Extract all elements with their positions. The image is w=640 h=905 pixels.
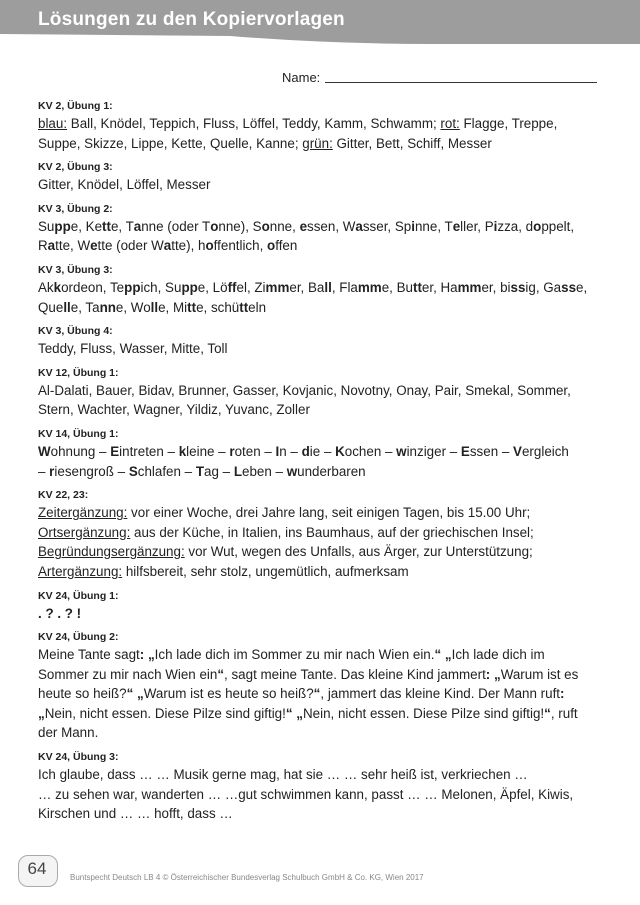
section-label: KV 24, Übung 1: bbox=[38, 589, 119, 602]
section-label: KV 22, 23: bbox=[38, 489, 89, 502]
section-label: KV 24, Übung 2: bbox=[38, 631, 119, 644]
term-text: aus der Küche, in Italien, ins Baumhaus, auf der griechischen Insel; bbox=[130, 524, 534, 540]
section-kv22-23 bbox=[38, 487, 604, 581]
answer-line bbox=[38, 542, 604, 562]
page-title: Lösungen zu den Kopiervorlagen bbox=[38, 9, 345, 30]
term-label: Artergänzung: bbox=[38, 563, 123, 579]
answer-line: Ratte, Wette (oder Watte), hoffentlich, offen bbox=[38, 238, 298, 254]
answer-line: Sommer zu mir nach Wien ein“, sagt meine Tante. Das kleine Kind jammert: „Warum ist es bbox=[38, 666, 579, 682]
footer-credit: Buntspecht Deutsch LB 4 © Österreichischer Bundesverlag Schulbuch GmbH & Co. KG, Wien 2017 bbox=[70, 873, 424, 882]
answer-line: Stern, Wachter, Wagner, Yildiz, Yuvanc, Zoller bbox=[38, 402, 310, 418]
answer-line: … zu sehen war, wanderten … …gut schwimmen kann, passt … … Melonen, Äpfel, Kiwis, bbox=[38, 786, 574, 802]
answer-line: Kirschen und … … hofft, dass … bbox=[38, 806, 233, 822]
section-kv12-uebung1 bbox=[38, 365, 604, 420]
term-text: vor Wut, wegen des Unfalls, aus Ärger, zur Unterstützung; bbox=[184, 544, 533, 560]
answer-line: blau: Ball, Knödel, Teppich, Fluss, Löffel, Teddy, Kamm, Schwamm; rot: Flagge, Treppe, bbox=[38, 116, 558, 131]
solutions-content bbox=[38, 96, 604, 830]
section-label: KV 24, Übung 3: bbox=[38, 751, 119, 764]
answer-line: Gitter, Knödel, Löffel, Messer bbox=[38, 177, 211, 193]
section-label: KV 3, Übung 3: bbox=[38, 263, 113, 276]
section-label: KV 3, Übung 2: bbox=[38, 202, 113, 215]
term-label: Zeitergänzung: bbox=[38, 505, 128, 521]
section-label: KV 2, Übung 1: bbox=[38, 100, 113, 112]
section-kv3-uebung3 bbox=[38, 262, 604, 317]
section-kv2-uebung1 bbox=[38, 98, 604, 153]
section-label: KV 12, Übung 1: bbox=[38, 366, 119, 379]
term-text: vor einer Woche, drei Jahre lang, seit einigen Tagen, bis 15.00 Uhr; bbox=[127, 505, 531, 521]
answer-line: heute so heiß?“ „Warum ist es heute so heiß?“, jammert das kleine Kind. Der Mann ruft: bbox=[38, 686, 565, 702]
section-kv3-uebung4 bbox=[38, 323, 604, 359]
term-text: hilfsbereit, sehr stolz, ungemütlich, aufmerksam bbox=[122, 563, 409, 579]
name-label: Name: bbox=[282, 70, 321, 85]
answer-line: „Nein, nicht essen. Diese Pilze sind giftig!“ „Nein, nicht essen. Diese Pilze sind giftig!“, ruft bbox=[38, 705, 578, 721]
answer-line: – riesengroß – Schlafen – Tag – Leben – wunderbaren bbox=[38, 463, 366, 479]
section-kv24-uebung3 bbox=[38, 749, 604, 824]
answer-line: Meine Tante sagt: „Ich lade dich im Sommer zu mir nach Wien ein.“ „Ich lade dich im bbox=[38, 647, 545, 663]
answer-line bbox=[38, 523, 604, 543]
section-kv24-uebung2 bbox=[38, 629, 604, 743]
answer-line: . ? . ? ! bbox=[38, 605, 82, 621]
answer-line: Al-Dalati, Bauer, Bidav, Brunner, Gasser, Kovjanic, Novotny, Onay, Pair, Smekal, Sommer, bbox=[38, 382, 571, 398]
answer-line: Suppe, Kette, Tanne (oder Tonne), Sonne, essen, Wasser, Spinne, Teller, Pizza, doppelt, bbox=[38, 218, 575, 234]
answer-line: Teddy, Fluss, Wasser, Mitte, Toll bbox=[38, 341, 228, 357]
section-label: KV 14, Übung 1: bbox=[38, 427, 119, 440]
page-header bbox=[0, 0, 640, 44]
answer-line: Ich glaube, dass … … Musik gerne mag, hat sie … … sehr heiß ist, verkriechen … bbox=[38, 767, 528, 783]
section-kv2-uebung3 bbox=[38, 159, 604, 195]
answer-line: Wohnung – Eintreten – kleine – roten – In – die – Kochen – winziger – Essen – Vergleich bbox=[38, 443, 569, 459]
section-label: KV 3, Übung 4: bbox=[38, 325, 113, 338]
section-kv3-uebung2 bbox=[38, 201, 604, 256]
answer-line bbox=[38, 562, 604, 582]
term-label: Begründungsergänzung: bbox=[38, 544, 185, 560]
section-label: KV 2, Übung 3: bbox=[38, 161, 113, 174]
name-input-line bbox=[325, 82, 597, 83]
answer-line: Akkordeon, Teppich, Suppe, Löffel, Zimmer, Ball, Flamme, Butter, Hammer, bissig, Gasse, bbox=[38, 279, 588, 295]
answer-line bbox=[38, 503, 604, 523]
term-label: Ortsergänzung: bbox=[38, 524, 131, 540]
answer-line: Suppe, Skizze, Lippe, Kette, Quelle, Kanne; grün: Gitter, Bett, Schiff, Messer bbox=[38, 135, 492, 151]
answer-line: Quelle, Tanne, Wolle, Mitte, schütteln bbox=[38, 299, 267, 315]
section-kv24-uebung1 bbox=[38, 588, 604, 624]
page-number: 64 bbox=[27, 859, 47, 878]
section-kv14-uebung1 bbox=[38, 426, 604, 481]
answer-line: der Mann. bbox=[38, 725, 99, 741]
